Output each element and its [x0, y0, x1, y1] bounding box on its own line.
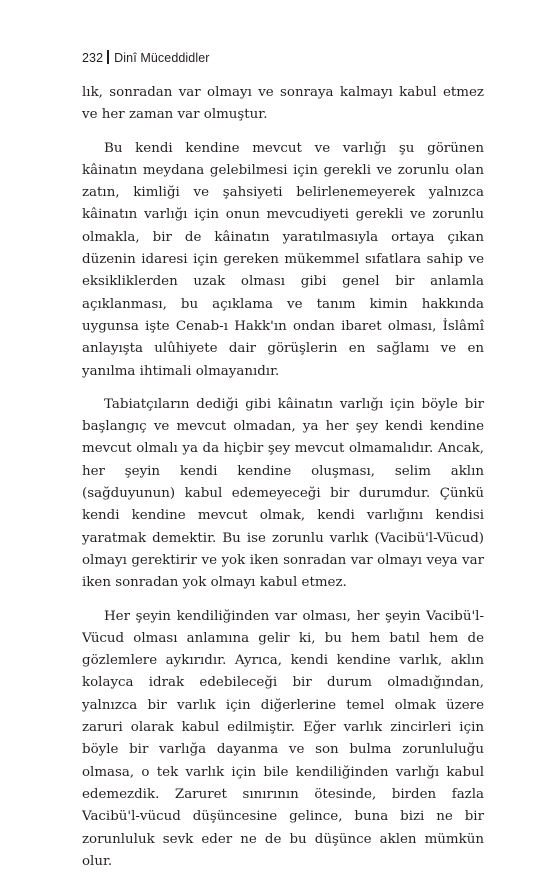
paragraph: Bu kendi kendine mevcut ve varlığı şu görünen kâinatın meydana gelebilmesi için gerekli ve zorunlu olan zatın, kimliği ve şahsiyeti belirlenemeyerek yalnızca kâinatın varlığı için onun mevcudiyeti gerekli ve zorunlu olmakla, bir de kâinatın yaratılmasıyla ortaya çıkan düzenin idaresi için gereken mükemmel sıfatlara sahip ve eksikliklerden uzak olması gibi genel bir anlamla açıklanması, bu açıklama ve tanım kimin hakkında uygunsa işte Cenab-ı Hakk'ın ondan ibaret olması, İslâmî anlayışta ulûhiyete dair görüşlerin en sağlamı ve en yanılma ihtimali olmayanıdır. — [82, 140, 484, 379]
page-number: 232 — [82, 51, 104, 65]
paragraph-continued: lık, sonradan var olmayı ve sonraya kalmayı kabul etmez ve her zaman var olmuştur. — [82, 85, 484, 123]
paragraph: Her şeyin kendiliğinden var olması, her şeyin Vacibü'l-Vücud olması anlamına gelir ki, bu hem batıl hem de gözlemlere aykırıdır. Ayrıca, kendi kendine varlık, aklın kolayca idrak edebileceği bir durum olmadığından, yalnızca bir varlık için diğerlerine temel olmak üzere zaruri olarak kabul edilmiştir. Eğer varlık zincirleri için böyle bir varlığa dayanma ve son bulma zorunluluğu olmasa, o tek varlık için bile kendiliğinden varlığı kabul edemezdik. Zaruret sınırının ötesinde, birden fazla Vacibü'l-vücud düşüncesine gelince, buna bizi ne bir zorunluluk sevk eder ne de bu düşünce aklen mümkün olur. — [82, 608, 484, 869]
paragraph: Tabiatçıların dediği gibi kâinatın varlığı için böyle bir başlangıç ve mevcut olmadan, ya her şey kendi kendine mevcut olmalı ya da hiçbir şey mevcut olmamalıdır. Ancak, her şeyin kendi kendine oluşması, selim aklın (sağduyunun) kabul edemeyeceği bir durumdur. Çünkü kendi kendine mevcut olmak, kendi varlığını kendisi yaratmak demektir. Bu ise zorunlu varlık (Vacibü'l-Vücud) olmayı gerektirir ve yok iken sonradan var olmayı veya var iken sonradan yok olmayı kabul etmez. — [82, 396, 484, 591]
running-head — [82, 50, 210, 66]
header-separator — [107, 50, 109, 64]
book-title: Dinî Müceddidler — [114, 51, 210, 65]
body-text — [82, 82, 484, 884]
